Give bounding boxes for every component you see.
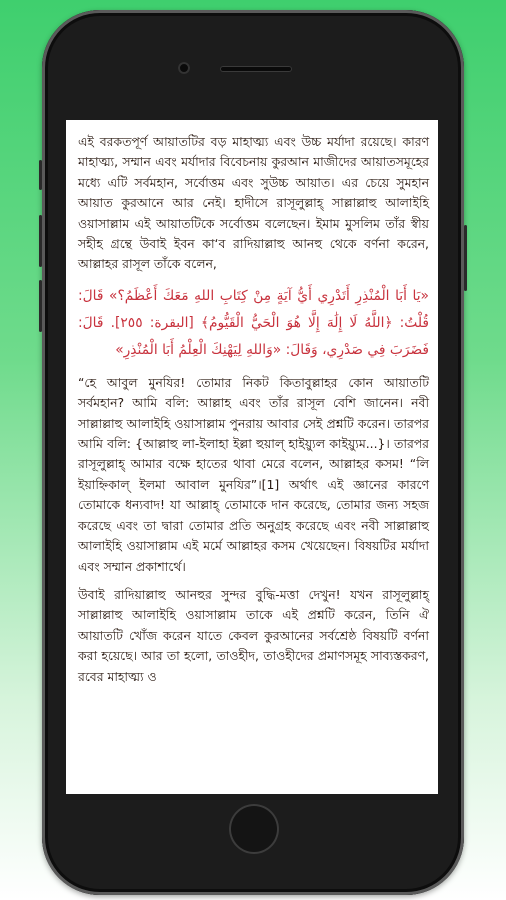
earpiece-speaker xyxy=(220,66,292,72)
paragraph-commentary: উবাই রাদিয়াল্লাহু আনহুর সুন্দর বুদ্ধি-মত্তা দেখুন! যখন রাসূলুল্লাহ্ সাল্লাল্লাহু আলাইহি ওয়াসাল্লাম তাকে এই প্রশ্নটি করেন, তিনি ঐ আয়াতটি খোঁজ করেন যাতে কেবল কুরআনের সর্বশ্রেষ্ঠ বিষয়টি বর্ণনা করা হয়েছে। আর তা হলো, তাওহীদ, তাওহীদের প্রমাণসমূহ সাব্যস্তকরণ, রবের মাহাত্ম্য ও xyxy=(78,586,429,684)
front-camera-icon xyxy=(178,62,190,74)
volume-up-button xyxy=(39,215,42,267)
paragraph-translation: “হে আবুল মুনযির! তোমার নিকট কিতাবুল্লাহর কোন আয়াতটি সর্বমহান? আমি বলি: আল্লাহ এবং তাঁর রাসূল বেশি জানেন। নবী সাল্লাল্লাহু আলাইহি ওয়াসাল্লাম পুনরায় আবার সেই প্রশ্নটি করেন। তারপর আমি বলি: {আল্লাহু লা-ইলাহা ইল্লা হুয়াল্ হাইয়্যুল কাইয়্যুম...}। তারপর রাসূলুল্লাহ্ আমার বক্ষে হাতের থাবা মেরে বলেন, আল্লাহর কসম! “লি ইয়াহ্নিকাল্ ইলমা আবাল মুনযির”।[1] অর্থাৎ এই জ্ঞানের কারণে তোমাকে ধন্যবাদ! যা আল্লাহ্ তোমাকে দান করেছে, তোমার জন্য সহজ করেছে এবং তা দ্বারা তোমার প্রতি অনুগ্রহ করেছে এবং নবী সাল্লাল্লাহু আলাইহি ওয়াসাল্লাম এই মর্মে আল্লাহর কসম খেয়েছেন। বিষয়টির মর্যাদা এবং সম্মান প্রকাশার্থে। xyxy=(78,374,429,574)
paragraph-intro: এই বরকতপূর্ণ আয়াতটির বড় মাহাত্ম্য এবং উচ্চ মর্যাদা রয়েছে। কারণ মাহাত্ম্য, সম্মান এবং মর্যাদার বিবেচনায় কুরআন মাজীদের আয়াতসমূহের মধ্যে এটি সর্বমহান, সর্বোত্তম এবং সুউচ্চ আয়াত। এর চেয়ে সুমহান আয়াত কুরআনে আর নেই। হাদীসে রাসূলুল্লাহ্ সাল্লাল্লাহু আলাইহি ওয়াসাল্লাম এই আয়াতটিকে সর্বোত্তম বলেছেন। ইমাম মুসলিম তাঁর স্বীয় সহীহ গ্রন্থে উবাই ইবন কা‘ব রাদিয়াল্লাহু আনহু থেকে বর্ণনা করেন, আল্লাহর রাসূল তাঁকে বলেন, xyxy=(78,134,429,272)
arabic-hadith-text: «يَا أَبَا الْمُنْذِرِ أَتَدْرِي أَيُّ آيَةٍ مِنْ كِتَابِ اللهِ مَعَكَ أَعْظَمُ؟» قَالَ: قُلْتُ: ﴿اللَّهُ لَا إِلَٰهَ إِلَّا هُوَ الْحَيُّ الْقَيُّومُ﴾ [البقرة: ٢٥٥]. قَالَ: فَضَرَبَ فِي صَدْرِي، وَقَالَ: «وَاللهِ لِيَهْنِكَ الْعِلْمُ أَبَا الْمُنْذِرِ» xyxy=(78,287,429,358)
home-button[interactable] xyxy=(229,804,279,854)
power-button xyxy=(464,225,467,291)
phone-frame xyxy=(42,10,464,895)
volume-down-button xyxy=(39,280,42,332)
reader-screen[interactable] xyxy=(66,120,438,794)
reader-content[interactable] xyxy=(66,120,438,687)
mute-switch xyxy=(39,160,42,190)
